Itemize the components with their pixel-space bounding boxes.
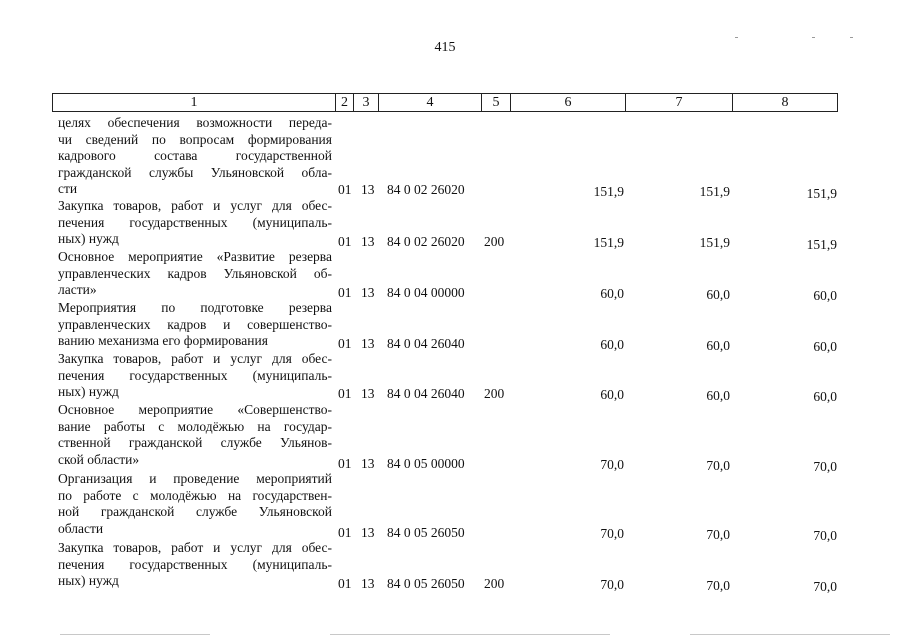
cell-amount-6: 70,0 xyxy=(600,457,624,472)
cell-amount-6: 70,0 xyxy=(600,577,624,592)
column-header-5: 5 xyxy=(481,93,511,112)
scan-speck xyxy=(60,634,210,635)
page-number: 415 xyxy=(434,40,456,55)
description-line: печения государственных (муниципаль- xyxy=(58,367,332,383)
cell-amount-7: 60,0 xyxy=(706,287,730,302)
cell-amount-7: 60,0 xyxy=(706,388,730,403)
row-description xyxy=(58,402,332,468)
description-line: печения государственных (муниципаль- xyxy=(58,214,332,230)
description-line: управленческих кадров и совершенство- xyxy=(58,316,332,332)
cell-subsection: 13 xyxy=(361,525,375,540)
cell-subsection: 13 xyxy=(361,576,375,591)
cell-amount-6: 70,0 xyxy=(600,526,624,541)
cell-amount-7: 70,0 xyxy=(706,458,730,473)
scan-speck xyxy=(812,37,815,38)
description-line: по работе с молодёжью на государствен- xyxy=(58,487,332,503)
cell-amount-8: 151,9 xyxy=(806,186,837,201)
cell-amount-7: 60,0 xyxy=(706,338,730,353)
cell-amount-7: 70,0 xyxy=(706,527,730,542)
cell-amount-8: 151,9 xyxy=(806,237,837,252)
description-line: ской области» xyxy=(58,451,140,467)
description-line: ной гражданской службе Ульяновской xyxy=(58,504,332,520)
column-header-2: 2 xyxy=(335,93,354,112)
cell-section: 01 xyxy=(338,336,352,351)
description-line: целях обеспечения возможности переда- xyxy=(58,115,332,130)
cell-amount-7: 151,9 xyxy=(699,235,730,250)
cell-section: 01 xyxy=(338,456,352,471)
cell-target-code: 84 0 05 00000 xyxy=(387,456,465,471)
cell-section: 01 xyxy=(338,182,352,197)
cell-amount-6: 60,0 xyxy=(600,337,624,352)
cell-target-code: 84 0 04 26040 xyxy=(387,336,465,351)
cell-section: 01 xyxy=(338,285,352,300)
description-line: Закупка товаров, работ и услуг для обес- xyxy=(58,351,332,366)
cell-target-code: 84 0 05 26050 xyxy=(387,525,465,540)
cell-amount-8: 70,0 xyxy=(813,579,837,594)
cell-target-code: 84 0 04 00000 xyxy=(387,285,465,300)
description-line: ласти» xyxy=(58,282,97,298)
cell-amount-7: 70,0 xyxy=(706,578,730,593)
cell-subsection: 13 xyxy=(361,456,375,471)
cell-subsection: 13 xyxy=(361,285,375,300)
cell-section: 01 xyxy=(338,386,352,401)
description-line: области xyxy=(58,520,104,536)
cell-target-code: 84 0 05 26050 xyxy=(387,576,465,591)
row-description xyxy=(58,540,332,590)
cell-amount-6: 60,0 xyxy=(600,387,624,402)
cell-amount-7: 151,9 xyxy=(699,184,730,199)
column-header-1: 1 xyxy=(52,93,336,112)
cell-amount-8: 70,0 xyxy=(813,528,837,543)
cell-amount-6: 151,9 xyxy=(593,184,624,199)
row-description xyxy=(58,351,332,401)
description-line: сти xyxy=(58,181,78,197)
row-description xyxy=(58,249,332,299)
cell-expense-type: 200 xyxy=(484,386,505,401)
description-line: ных) нужд xyxy=(58,573,119,589)
cell-subsection: 13 xyxy=(361,336,375,351)
cell-amount-8: 70,0 xyxy=(813,459,837,474)
scan-speck xyxy=(735,37,738,38)
description-line: ных) нужд xyxy=(58,384,119,400)
cell-amount-8: 60,0 xyxy=(813,389,837,404)
description-line: печения государственных (муниципаль- xyxy=(58,556,332,572)
cell-amount-6: 151,9 xyxy=(593,235,624,250)
cell-amount-8: 60,0 xyxy=(813,288,837,303)
cell-subsection: 13 xyxy=(361,234,375,249)
cell-target-code: 84 0 02 26020 xyxy=(387,182,465,197)
cell-section: 01 xyxy=(338,525,352,540)
column-header-6: 6 xyxy=(510,93,626,112)
cell-amount-8: 60,0 xyxy=(813,339,837,354)
description-line: Закупка товаров, работ и услуг для обес- xyxy=(58,198,332,213)
description-line: ственной гражданской службе Ульянов- xyxy=(58,435,332,451)
description-line: ванию механизма его формирования xyxy=(58,333,268,349)
description-line: ных) нужд xyxy=(58,231,119,247)
column-header-3: 3 xyxy=(353,93,379,112)
row-description xyxy=(58,198,332,248)
description-line: гражданской службы Ульяновской обла- xyxy=(58,164,332,180)
scan-speck xyxy=(330,634,610,635)
scan-speck xyxy=(690,634,890,635)
description-line: Мероприятия по подготовке резерва xyxy=(58,300,332,315)
description-line: Организация и проведение мероприятий xyxy=(58,471,332,486)
column-header-7: 7 xyxy=(625,93,733,112)
cell-subsection: 13 xyxy=(361,182,375,197)
scan-speck xyxy=(850,37,853,38)
cell-target-code: 84 0 04 26040 xyxy=(387,386,465,401)
cell-expense-type: 200 xyxy=(484,576,505,591)
cell-target-code: 84 0 02 26020 xyxy=(387,234,465,249)
cell-amount-6: 60,0 xyxy=(600,286,624,301)
description-line: Основное мероприятие «Развитие резерва xyxy=(58,249,332,264)
cell-subsection: 13 xyxy=(361,386,375,401)
description-line: кадрового состава государственной xyxy=(58,148,332,164)
row-description xyxy=(58,300,332,350)
row-description xyxy=(58,115,332,198)
row-description xyxy=(58,471,332,537)
description-line: вание работы с молодёжью на государ- xyxy=(58,418,332,434)
column-header-8: 8 xyxy=(732,93,838,112)
column-header-4: 4 xyxy=(378,93,482,112)
cell-expense-type: 200 xyxy=(484,234,505,249)
cell-section: 01 xyxy=(338,576,352,591)
cell-section: 01 xyxy=(338,234,352,249)
description-line: Закупка товаров, работ и услуг для обес- xyxy=(58,540,332,555)
description-line: чи сведений по вопросам формирования xyxy=(58,131,332,147)
description-line: Основное мероприятие «Совершенство- xyxy=(58,402,332,417)
description-line: управленческих кадров Ульяновской об- xyxy=(58,265,332,281)
